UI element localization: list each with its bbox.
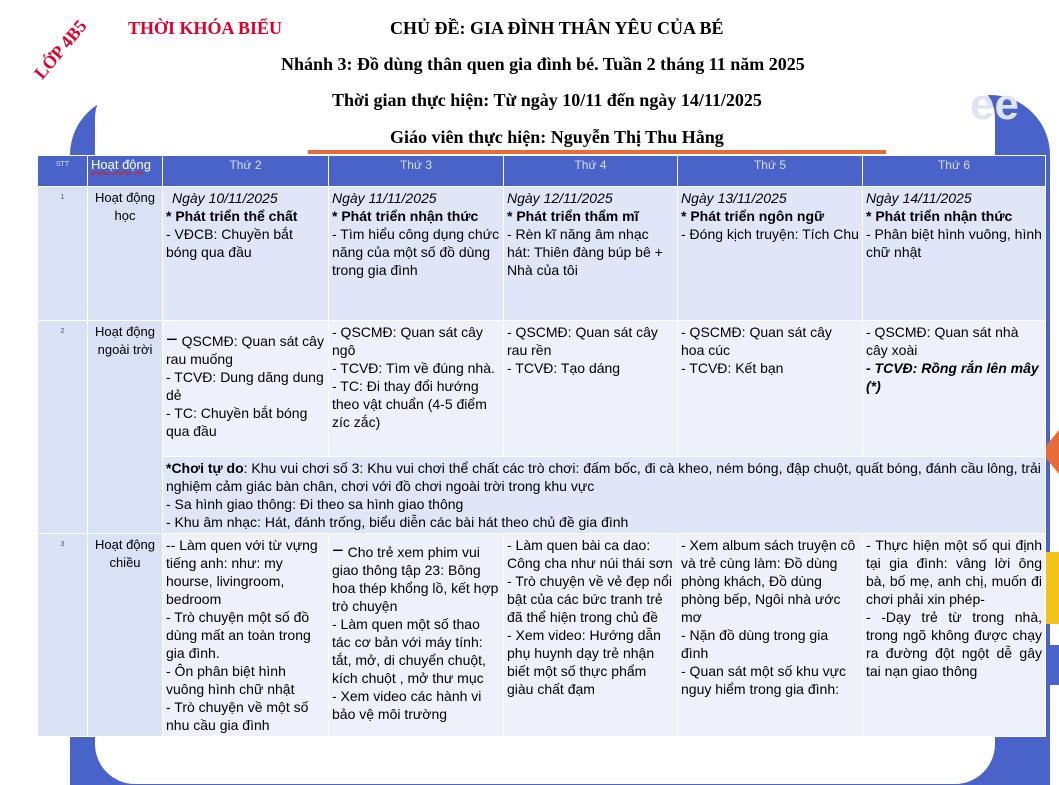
- cell-line: -- Làm quen với từ vựng tiếng anh: như: my hourse, livingroom, bedroom: [166, 537, 318, 607]
- cell-fri: [863, 321, 1046, 457]
- free-play-line: - Sa hình giao thông: Đi theo sa hình giao thông: [166, 496, 464, 512]
- free-play-text: : Khu vui chơi số 3: Khu vui chơi thể chất các trò chơi: đấm bốc, đi cà kheo, ném bóng, đập chuột, quất bóng, đánh cầu lông, trải nghiệm cảm giác bàn chân, chơi với đồ chơi ngoài trời trong khu vực: [166, 460, 1041, 494]
- free-play-label: *Chơi tự do: [166, 460, 244, 476]
- cell-line: - -Dạy trẻ từ trong nhà, trong ngõ không được chạy ra đường đột ngột dễ gây tai nạn giao thông: [866, 609, 1042, 679]
- cell-date: Ngày 14/11/2025: [866, 190, 972, 206]
- cell-body: - VĐCB: Chuyền bắt bóng qua đầu: [166, 226, 293, 260]
- cell-line: - TCVĐ: Tìm về đúng nhà.: [332, 360, 495, 376]
- cell-line: - TCVĐ: Rồng rắn lên mây (*): [866, 360, 1039, 394]
- title-underline: [308, 150, 886, 154]
- cell-title: * Phát triển nhận thức: [866, 208, 1013, 224]
- table-row: [38, 534, 1046, 737]
- cell-fri: [863, 187, 1046, 321]
- cell-line: − QSCMĐ: Quan sát cây rau muống: [166, 329, 324, 367]
- cell-body: - Tìm hiểu công dụng chức năng của một số đồ dùng trong gia đình: [332, 226, 500, 278]
- cell-date: Ngày 12/11/2025: [507, 190, 613, 206]
- cell-line-text: Cho trẻ xem phim vui giao thông tập 23: Bông hoa thép khổng lồ, kết hợp trò chuyện: [332, 544, 499, 614]
- free-play-line: [166, 459, 1042, 495]
- cell-wed: [504, 321, 678, 457]
- cell-line: - Làm quen một số thao tác cơ bản với máy tính: tắt, mở, di chuyển chuột, kích chuột , mở thư mục: [332, 616, 486, 686]
- cell-title: * Phát triển thể chất: [166, 208, 298, 224]
- row-number: 2: [38, 321, 88, 534]
- header-day-mon: Thứ 2: [163, 156, 329, 187]
- cell-tue: [329, 321, 504, 457]
- table-row: [38, 321, 1046, 457]
- header-day-fri: Thứ 6: [863, 156, 1046, 187]
- cell-line: - Nặn đồ dùng trong gia đình: [681, 627, 829, 661]
- cell-date: Ngày 10/11/2025: [172, 190, 278, 206]
- table-row: [38, 187, 1046, 321]
- cell-line: - Ôn phân biệt hình vuông hình chữ nhật: [166, 663, 295, 697]
- cell-fri: [863, 534, 1046, 737]
- free-play-cell: [163, 457, 1046, 534]
- cell-mon: [163, 321, 329, 457]
- cell-thu: [678, 321, 863, 457]
- cell-line: - Xem video: Hướng dẫn phụ huynh dạy trẻ nhận biết một số thực phẩm giàu chất đạm: [507, 627, 661, 697]
- cell-title: * Phát triển nhận thức: [332, 208, 479, 224]
- cell-line: - Trò chuyện về một số nhu cầu gia đình: [166, 699, 309, 733]
- class-label: LỚP 4B5: [30, 15, 91, 83]
- branch-title: Nhánh 3: Đồ dùng thân quen gia đình bé. Tuần 2 tháng 11 năm 2025: [281, 54, 805, 74]
- timetable: [37, 155, 1046, 737]
- cell-line: - Xem album sách truyện cô và trẻ cùng làm: Đồ dùng phòng khách, Đồ dùng phòng bếp, Ngôi nhà ước mơ: [681, 537, 856, 625]
- header-day-tue: Thứ 3: [329, 156, 504, 187]
- cell-line: - Làm quen bài ca dao: Công cha như núi thái sơn: [507, 537, 673, 571]
- cell-line: - QSCMĐ: Quan sát cây rau rền: [507, 324, 658, 358]
- cell-line: − Cho trẻ xem phim vui giao thông tập 23: Bông hoa thép khổng lồ, kết hợp trò chuyện: [332, 540, 499, 614]
- table-header-row: [38, 156, 1046, 187]
- activity-label: Hoạt động ngoài trời: [88, 321, 163, 534]
- header-day-thu: Thứ 5: [678, 156, 863, 187]
- cell-line: - TC: Đi thay đổi hướng theo vật chuẩn (4-5 điểm zíc zắc): [332, 378, 487, 430]
- cell-thu: [678, 534, 863, 737]
- cell-tue: [329, 534, 504, 737]
- cell-body: - Rèn kĩ năng âm nhạc hát: Thiên đàng búp bê + Nhà của tôi: [507, 226, 663, 278]
- cell-line: - Xem video các hành vi bảo vệ môi trường: [332, 688, 482, 722]
- cell-line: - QSCMĐ: Quan sát cây ngô: [332, 324, 483, 358]
- cell-line: - Thực hiện một số qui định tại gia đình: vâng lời ông bà, bố mẹ, anh chị, muốn đi chơi phải xin phép-: [866, 537, 1042, 607]
- cell-line: - TC: Chuyền bắt bóng qua đầu: [166, 405, 308, 439]
- cell-line: - TCVĐ: Kết bạn: [681, 360, 784, 376]
- accent-bar-yellow: [1045, 552, 1059, 624]
- cell-body: - Phân biệt hình vuông, hình chữ nhật: [866, 226, 1042, 260]
- cell-thu: [678, 187, 863, 321]
- period-line: Thời gian thực hiện: Từ ngày 10/11 đến ngày 14/11/2025: [332, 90, 762, 110]
- teacher-line: Giáo viên thực hiện: Nguyễn Thị Thu Hằng: [390, 127, 724, 147]
- cell-wed: [504, 534, 678, 737]
- header-stt: STT: [38, 156, 88, 187]
- free-play-line: - Khu âm nhạc: Hát, đánh trống, biểu diễn các bài hát theo chủ đề gia đình: [166, 514, 629, 530]
- cell-mon: [163, 187, 329, 321]
- cell-line: - QSCMĐ: Quan sát cây hoa cúc: [681, 324, 832, 358]
- cell-date: Ngày 13/11/2025: [681, 190, 787, 206]
- activity-label: Hoạt động học: [88, 187, 163, 321]
- cell-body: - Đóng kịch truyện: Tích Chu: [681, 226, 859, 242]
- header-day-wed: Thứ 4: [504, 156, 678, 187]
- cell-title: * Phát triển ngôn ngữ: [681, 208, 825, 224]
- row-number: 3: [38, 534, 88, 737]
- cell-line: - QSCMĐ: Quan sát nhà cây xoài: [866, 324, 1019, 358]
- cell-line: - Trò chuyện một số đồ dùng mất an toàn trong gia đình.: [166, 609, 311, 661]
- cell-line-text: QSCMĐ: Quan sát cây rau muống: [166, 333, 324, 367]
- schedule-title: THỜI KHÓA BIỂU: [128, 18, 283, 38]
- topic-title: CHỦ ĐỀ: GIA ĐÌNH THÂN YÊU CỦA BÉ: [390, 18, 724, 38]
- cell-tue: [329, 187, 504, 321]
- activity-label: Hoạt động chiều: [88, 534, 163, 737]
- cell-date: Ngày 11/11/2025: [332, 190, 437, 206]
- cell-line: - Quan sát một số khu vực nguy hiểm trong gia đình:: [681, 663, 846, 697]
- cell-line: - TCVĐ: Dung dăng dung dẻ: [166, 369, 324, 403]
- cell-mon: [163, 534, 329, 737]
- cell-line: - TCVĐ: Tạo dáng: [507, 360, 621, 376]
- cell-wed: [504, 187, 678, 321]
- row-number: 1: [38, 187, 88, 321]
- cell-title: * Phát triển thẩm mĩ: [507, 208, 639, 224]
- watermark: ee: [970, 80, 1019, 129]
- header-activity: Hoạt động: [88, 156, 163, 187]
- table-row-free-play: [38, 457, 1046, 534]
- cell-line: - Trò chuyện về vẻ đẹp nổi bật của các bức tranh trẻ đã thể hiện trong chủ đề: [507, 573, 672, 625]
